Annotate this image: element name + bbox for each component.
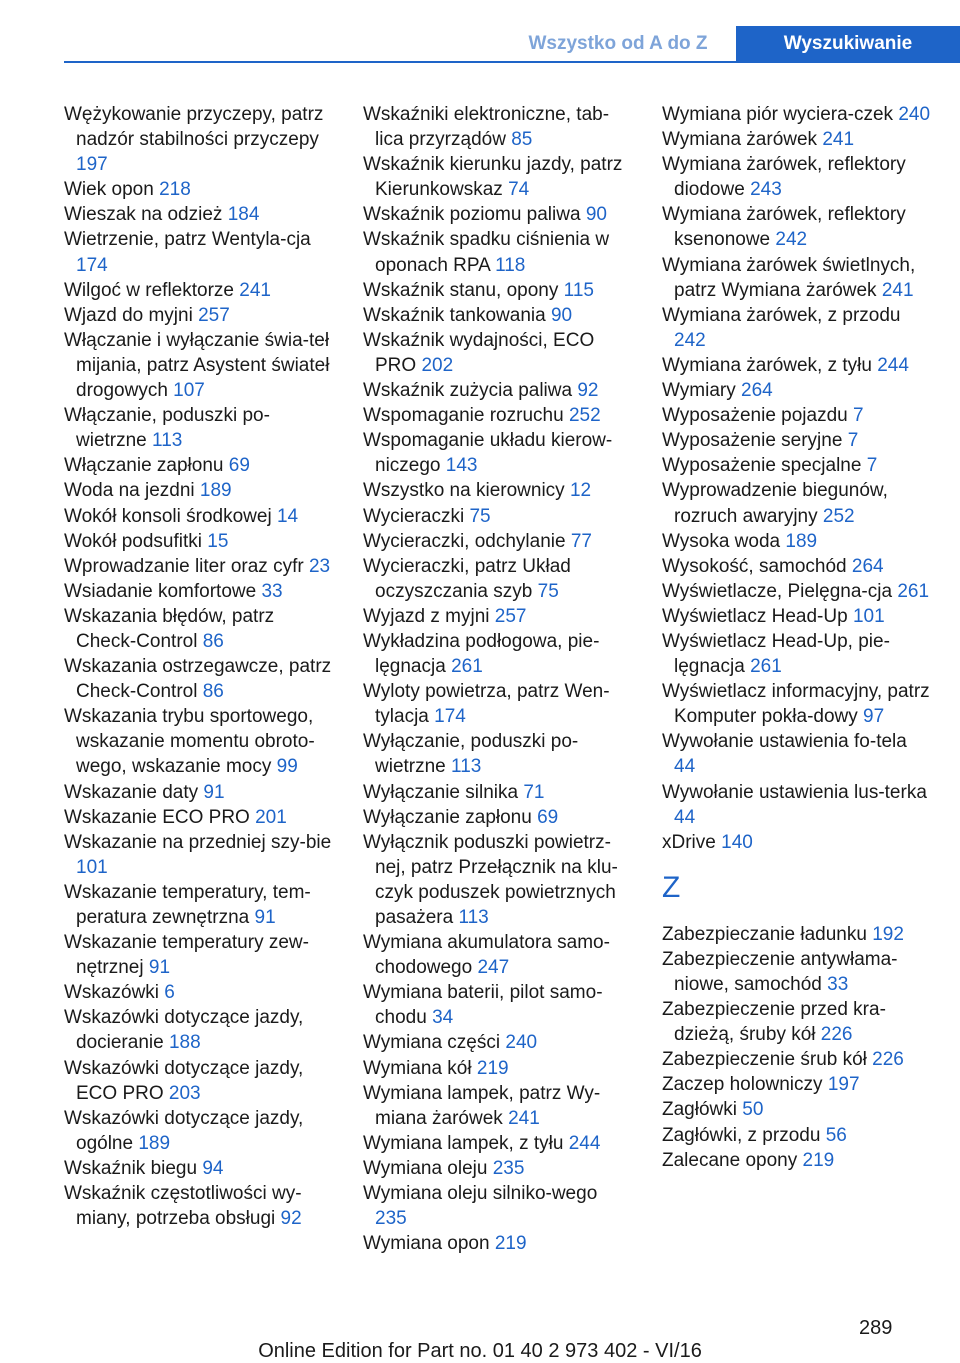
index-entry — [64, 227, 334, 277]
index-entry-text: Wymiary — [662, 380, 736, 402]
index-entry-text: Wyłączanie, poduszki po-wietrzne — [363, 731, 579, 778]
index-entry — [363, 604, 633, 629]
index-entry — [662, 604, 932, 629]
index-page-link[interactable]: 243 — [750, 179, 782, 201]
index-entry-text: Wymiana piór wyciera-czek — [662, 104, 894, 125]
index-entry — [64, 830, 334, 880]
index-page-link[interactable]: 189 — [138, 1132, 171, 1154]
index-page-link[interactable]: 97 — [863, 706, 885, 728]
index-page-link[interactable]: 252 — [822, 505, 855, 527]
index-page-link[interactable]: 23 — [308, 555, 331, 577]
index-entry — [64, 930, 334, 980]
index-entry-text: Wymiana żarówek, z przodu — [662, 304, 901, 326]
index-entry-text: Wymiana baterii, pilot samo-chodu — [363, 982, 603, 1029]
index-page-link[interactable]: 99 — [276, 756, 298, 778]
index-entry-text: Wszystko na kierownicy — [363, 480, 565, 502]
index-page-link[interactable]: 264 — [741, 380, 773, 402]
index-entry — [662, 729, 932, 779]
breadcrumb[interactable]: Wszystko od A do Z — [528, 33, 708, 54]
index-page-link[interactable]: 174 — [76, 254, 108, 276]
index-entry — [64, 177, 334, 202]
index-page-link[interactable]: 7 — [866, 455, 878, 477]
index-entry — [363, 780, 633, 805]
index-entry — [662, 679, 932, 729]
index-page-link[interactable]: 202 — [421, 354, 454, 376]
index-entry-text: Wskaźnik zużycia paliwa — [363, 380, 573, 402]
index-entry-text: Wskazówki dotyczące jazdy, docieranie — [64, 1007, 304, 1054]
index-entry-text: Wskaźnik kierunku jazdy, patrz Kierunkowskaz — [363, 154, 623, 201]
index-page-link[interactable]: 33 — [261, 580, 283, 602]
index-entry-text: Zabezpieczenie przed kra-dzieżą, śruby kół — [662, 999, 886, 1046]
index-page-link[interactable]: 75 — [469, 505, 491, 527]
section-tab-active[interactable]: Wyszukiwanie — [736, 26, 960, 62]
index-page-link[interactable]: 15 — [207, 530, 229, 552]
index-entry — [662, 127, 932, 152]
index-entry — [64, 529, 334, 554]
index-entry — [64, 478, 334, 503]
index-entry — [363, 529, 633, 554]
index-page-link[interactable]: 241 — [822, 129, 855, 151]
index-entry-text: Wskaźnik tankowania — [363, 304, 546, 326]
index-entry-text: Zabezpieczenie antywłama-niowe, samochód — [662, 948, 898, 995]
index-page-link[interactable]: 12 — [569, 480, 592, 502]
index-entry — [363, 1081, 633, 1131]
index-entry-text: Zagłówki — [662, 1099, 737, 1121]
index-entry-text: Wywołanie ustawienia fo-tela — [662, 731, 907, 753]
index-entry — [662, 428, 932, 453]
index-entry — [662, 579, 932, 604]
index-entry-text: Wskazanie na przedniej szy-bie — [64, 831, 332, 853]
index-entry — [662, 780, 932, 830]
index-entry — [662, 1047, 932, 1072]
index-entry — [662, 1123, 932, 1148]
index-entry — [64, 1106, 334, 1156]
index-page-link[interactable]: 219 — [802, 1149, 835, 1171]
index-page-link[interactable]: 264 — [851, 555, 884, 577]
index-entry — [662, 102, 932, 127]
index-page-link[interactable]: 113 — [458, 907, 489, 928]
index-entry-text: Wyświetlacze, Pielęgna-cja — [662, 580, 893, 602]
index-entry-text: Wskaźnik spadku ciśnienia w oponach RPA — [363, 229, 610, 276]
index-page-link[interactable]: 56 — [825, 1124, 847, 1146]
index-entry — [64, 1056, 334, 1106]
index-entry-text: Wskazania błędów, patrz Check-Control — [64, 605, 275, 652]
index-entry-text: Wskaźnik poziomu paliwa — [363, 204, 581, 226]
index-entry-text: Wskaźnik wydajności, ECO PRO — [363, 329, 595, 376]
index-entry — [64, 780, 334, 805]
index-entry-text: Zalecane opony — [662, 1149, 798, 1171]
index-entry-text: Wykładzina podłogowa, pie-lęgnacja — [363, 630, 600, 678]
index-entry-text: Zabezpieczanie ładunku — [662, 923, 867, 945]
index-entry — [363, 428, 633, 478]
index-entry-text: Wspomaganie rozruchu — [363, 405, 564, 427]
index-entry — [363, 278, 633, 303]
index-page-link[interactable]: 69 — [537, 806, 559, 828]
index-entry — [662, 453, 932, 478]
index-entry — [363, 1030, 633, 1055]
index-page-link[interactable]: 174 — [434, 706, 466, 728]
index-entry — [64, 102, 334, 177]
index-entry — [363, 328, 633, 378]
index-entry-text: Wymiana żarówek — [662, 129, 818, 151]
index-entry-text: Wyposażenie seryjne — [662, 430, 843, 452]
index-entry-text: Wyposażenie pojazdu — [662, 405, 848, 427]
index-entry-text: Włączanie zapłonu — [64, 455, 224, 477]
index-entry — [64, 1156, 334, 1181]
index-entry-text: Wyłączanie silnika — [363, 781, 519, 803]
index-entry-text: Wymiana opon — [363, 1233, 490, 1255]
index-entry-text: Wyloty powietrza, patrz Wen-tylacja — [363, 681, 610, 728]
index-entry-text: Wyświetlacz Head-Up — [662, 605, 848, 627]
index-entry-text: Wietrzenie, patrz Wentyla-cja — [64, 229, 311, 251]
index-entry — [64, 278, 334, 303]
index-entry-text: Wyświetlacz informacyjny, patrz Komputer pokła-dowy — [662, 681, 930, 728]
index-entry-text: Wjazd do myjni — [64, 304, 193, 326]
index-entry — [64, 1181, 334, 1231]
index-page-link[interactable]: 261 — [750, 656, 782, 678]
index-entry-text: Wsiadanie komfortowe — [64, 580, 257, 602]
index-entry — [662, 922, 932, 947]
index-entry-text: Wymiana kół — [363, 1057, 472, 1079]
index-page-link[interactable]: 192 — [872, 923, 904, 945]
index-entry — [64, 654, 334, 704]
index-page-link[interactable]: 118 — [495, 254, 526, 276]
index-entry — [363, 1231, 633, 1256]
index-entry — [363, 1181, 633, 1231]
index-entry — [363, 805, 633, 830]
index-page-link[interactable]: 143 — [445, 455, 478, 477]
index-entry — [662, 478, 932, 528]
index-entry — [363, 1056, 633, 1081]
index-page-link[interactable]: 90 — [550, 304, 573, 326]
page-number: 289 — [859, 1317, 893, 1339]
index-page-link[interactable]: 101 — [852, 605, 885, 627]
index-entry-text: Wycieraczki, odchylanie — [363, 530, 566, 552]
index-entry-text: Wskazówki dotyczące jazdy, ogólne — [64, 1107, 304, 1154]
index-page-link[interactable]: 242 — [775, 229, 808, 251]
index-entry — [363, 679, 633, 729]
index-page-link[interactable]: 101 — [76, 856, 108, 878]
index-page-link[interactable]: 75 — [537, 580, 559, 602]
index-page-link[interactable]: 226 — [872, 1049, 904, 1071]
index-entry — [662, 629, 932, 679]
index-page-link[interactable]: 6 — [164, 982, 175, 1004]
index-column-1 — [64, 102, 334, 1231]
index-entry-text: Wskazanie temperatury zew-nętrznej — [64, 932, 309, 979]
index-page-link[interactable]: 240 — [898, 104, 931, 125]
index-entry — [662, 1097, 932, 1122]
index-page-link[interactable]: 91 — [203, 781, 225, 803]
index-entry-text: Wskaźnik częstotliwości wy-miany, potrzeba obsługi — [64, 1183, 302, 1230]
index-page-link[interactable]: 92 — [280, 1208, 302, 1230]
index-page-link[interactable]: 33 — [827, 974, 849, 995]
index-page-link[interactable]: 203 — [168, 1082, 201, 1104]
index-entry-text: Wyłączanie zapłonu — [363, 806, 532, 828]
index-entry — [363, 303, 633, 328]
index-page-link[interactable]: 44 — [674, 756, 696, 778]
index-page-link[interactable]: 91 — [254, 907, 276, 928]
index-entry — [662, 303, 932, 353]
index-entry-text: Wycieraczki, patrz Układ oczyszczania szyb — [363, 555, 571, 602]
index-entry-text: Wyjazd z myjni — [363, 605, 490, 627]
index-entry-text: Wymiana oleju — [363, 1157, 488, 1179]
index-entry — [363, 478, 633, 503]
index-entry-text: Wilgoć w reflektorze — [64, 279, 234, 301]
index-page-link[interactable]: 261 — [897, 580, 930, 602]
index-entry — [363, 930, 633, 980]
index-page-link[interactable]: 244 — [568, 1132, 601, 1154]
index-entry — [662, 378, 932, 403]
index-entry — [64, 805, 334, 830]
index-page-link[interactable]: 14 — [276, 505, 299, 527]
index-entry — [64, 604, 334, 654]
index-entry-text: Włączanie i wyłączanie świa-teł mijania, patrz Asystent świateł drogowych — [64, 329, 330, 402]
index-entry — [64, 328, 334, 403]
index-entry-text: Wymiana lampek, patrz Wy-miana żarówek — [363, 1082, 601, 1129]
index-page-link[interactable]: 90 — [585, 204, 607, 226]
index-entry — [64, 980, 334, 1005]
index-entry — [662, 947, 932, 997]
index-letter-heading: Z — [662, 870, 681, 904]
index-page-link[interactable]: 197 — [76, 154, 108, 176]
index-entry-text: Wymiana żarówek świetlnych, patrz Wymiana żarówek — [662, 254, 916, 301]
index-page-link[interactable]: 94 — [202, 1157, 224, 1179]
index-entry — [363, 1156, 633, 1181]
index-entry — [64, 554, 334, 579]
index-entry-text: Wskazówki dotyczące jazdy, ECO PRO — [64, 1057, 304, 1104]
index-entry-text: Wyposażenie specjalne — [662, 455, 862, 477]
index-entry — [363, 102, 633, 152]
index-column-3 — [662, 102, 932, 1173]
index-entry — [662, 1148, 932, 1173]
index-entry — [64, 579, 334, 604]
index-entry-text: Wywołanie ustawienia lus-terka — [662, 781, 927, 803]
index-page-link[interactable]: 140 — [721, 831, 753, 853]
index-entry-text: Wiek opon — [64, 179, 154, 201]
index-page-link[interactable]: 91 — [148, 957, 171, 979]
index-entry-text: Wskazówki — [64, 982, 160, 1004]
index-entry-text: Woda na jezdni — [64, 480, 195, 502]
index-page-link[interactable]: 188 — [168, 1032, 201, 1054]
index-entry-text: Wyprowadzenie biegunów, rozruch awaryjny — [662, 480, 888, 527]
index-page-link[interactable]: 92 — [577, 380, 599, 402]
index-entry-text: Wskazania trybu sportowego, wskazanie momentu obroto-wego, wskazanie mocy — [64, 706, 315, 778]
index-page-link[interactable]: 218 — [159, 179, 191, 201]
index-entry — [662, 353, 932, 378]
index-page-link[interactable]: 242 — [674, 329, 706, 351]
index-page-link[interactable]: 219 — [494, 1233, 527, 1255]
index-entry — [64, 1005, 334, 1055]
index-page-link[interactable]: 7 — [853, 405, 864, 427]
index-entry-text: Wspomaganie układu kierow-niczego — [363, 430, 613, 477]
index-entry-text: Wieszak na odzież — [64, 204, 223, 226]
index-page-link[interactable]: 74 — [508, 179, 530, 201]
index-page-link[interactable]: 261 — [451, 656, 483, 678]
index-entry — [64, 504, 334, 529]
index-entry-text: Wymiana żarówek, z tyłu — [662, 354, 872, 376]
index-page-link[interactable]: 241 — [508, 1107, 540, 1129]
index-entry — [662, 403, 932, 428]
index-page-link[interactable]: 240 — [505, 1032, 538, 1054]
header-divider — [64, 61, 960, 63]
index-entry — [662, 152, 932, 202]
index-entry-text: Wycieraczki — [363, 505, 465, 527]
index-page-link[interactable]: 77 — [570, 530, 592, 552]
index-entry-text: Włączanie, poduszki po-wietrzne — [64, 405, 270, 452]
index-page-link[interactable]: 201 — [255, 806, 287, 828]
index-entry-text: Wskazanie daty — [64, 781, 199, 803]
index-page-link[interactable]: 50 — [742, 1099, 764, 1121]
index-entry-text: Wskaźniki elektroniczne, tab-lica przyrządów — [363, 104, 610, 151]
index-page-link[interactable]: 226 — [820, 1024, 853, 1046]
index-entry — [662, 830, 932, 855]
index-page-link[interactable]: 86 — [202, 681, 224, 703]
index-entry-text: Wymiana części — [363, 1032, 501, 1054]
index-page-link[interactable]: 241 — [239, 279, 271, 301]
index-page-link[interactable]: 235 — [492, 1157, 525, 1179]
index-entry-text: Wokół podsufitki — [64, 530, 202, 552]
index-page-link[interactable]: 184 — [227, 204, 260, 226]
index-entry — [363, 504, 633, 529]
index-page-link[interactable]: 86 — [202, 630, 224, 652]
index-page-link[interactable]: 257 — [198, 304, 230, 326]
index-page-link[interactable]: 257 — [494, 605, 527, 627]
index-page-link[interactable]: 85 — [511, 129, 533, 151]
index-entry — [64, 704, 334, 779]
index-entry-text: Wymiana lampek, z tyłu — [363, 1132, 564, 1154]
index-entry-text: Wysokość, samochód — [662, 555, 847, 577]
index-entry-text: Wymiana żarówek, reflektory ksenonowe — [662, 204, 906, 251]
index-page-link[interactable]: 7 — [847, 430, 859, 452]
index-page-link[interactable]: 197 — [827, 1074, 860, 1096]
index-entry — [64, 202, 334, 227]
index-page-link[interactable]: 34 — [432, 1007, 454, 1029]
index-entry-text: Wężykowanie przyczepy, patrz nadzór stabilności przyczepy — [64, 104, 324, 151]
index-entry-text: Wskazania ostrzegawcze, patrz Check-Control — [64, 656, 332, 703]
index-entry-text: Wskaźnik biegu — [64, 1157, 198, 1179]
index-entry-text: Wskaźnik stanu, opony — [363, 279, 559, 301]
index-entry — [363, 629, 633, 679]
index-entry-text: Zagłówki, z przodu — [662, 1124, 821, 1146]
index-entry-text: Wprowadzanie liter oraz cyfr — [64, 555, 304, 577]
index-entry — [64, 453, 334, 478]
index-page-link[interactable]: 241 — [881, 279, 914, 301]
index-entry — [662, 554, 932, 579]
index-entry-text: Wyłącznik poduszki powietrz-nej, patrz Przełącznik na klu-czyk poduszek powietrznych pasażera — [363, 831, 618, 928]
index-entry-text: Wymiana żarówek, reflektory diodowe — [662, 154, 906, 201]
page-header — [0, 26, 960, 62]
index-entry — [363, 202, 633, 227]
index-entry — [662, 1072, 932, 1097]
index-entry-text: Wysoka woda — [662, 530, 781, 552]
index-entry — [363, 729, 633, 779]
index-column-2 — [363, 102, 633, 1256]
index-page-link[interactable]: 107 — [173, 380, 205, 402]
index-page-link[interactable]: 252 — [568, 405, 601, 427]
index-entry-text: Wokół konsoli środkowej — [64, 505, 272, 527]
index-entry-text: Wyświetlacz Head-Up, pie-lęgnacja — [662, 630, 890, 678]
index-entry — [662, 529, 932, 554]
index-entry-text: Wymiana oleju silniko-wego — [363, 1183, 598, 1205]
index-page-link[interactable]: 247 — [477, 957, 510, 979]
index-page-link[interactable]: 219 — [476, 1057, 509, 1079]
index-page-link[interactable]: 115 — [563, 279, 594, 301]
index-page-link[interactable]: 189 — [199, 480, 232, 502]
index-entry — [363, 554, 633, 604]
index-entry-text: Wskazanie ECO PRO — [64, 806, 250, 828]
index-entry — [363, 980, 633, 1030]
index-entry-text: xDrive — [662, 831, 716, 853]
index-page-link[interactable]: 69 — [228, 455, 250, 477]
index-entry-text: Wskazanie temperatury, tem-peratura zewnętrzna — [64, 881, 311, 928]
index-entry — [64, 880, 334, 930]
index-page-link[interactable]: 235 — [375, 1208, 407, 1230]
index-entry — [64, 303, 334, 328]
index-entry — [662, 253, 932, 303]
index-entry — [363, 378, 633, 403]
index-entry — [363, 1131, 633, 1156]
index-page-link[interactable]: 71 — [523, 781, 545, 803]
index-page-link[interactable]: 113 — [152, 430, 183, 452]
footer-edition: Online Edition for Part no. 01 40 2 973 402 - VI/16 — [258, 1340, 702, 1362]
index-entry — [662, 202, 932, 252]
index-entry-text: Wymiana akumulatora samo-chodowego — [363, 932, 610, 979]
index-entry-text: Zabezpieczenie śrub kół — [662, 1049, 867, 1071]
index-entry — [363, 403, 633, 428]
index-entry — [64, 403, 334, 453]
index-entry — [363, 152, 633, 202]
index-page-link[interactable]: 44 — [674, 806, 696, 828]
index-entry-text: Zaczep holowniczy — [662, 1074, 823, 1096]
index-entry — [363, 227, 633, 277]
index-entry — [363, 830, 633, 930]
index-entry — [662, 997, 932, 1047]
index-page-link[interactable]: 244 — [877, 354, 909, 376]
index-page-link[interactable]: 189 — [785, 530, 818, 552]
index-page-link[interactable]: 113 — [451, 756, 482, 778]
